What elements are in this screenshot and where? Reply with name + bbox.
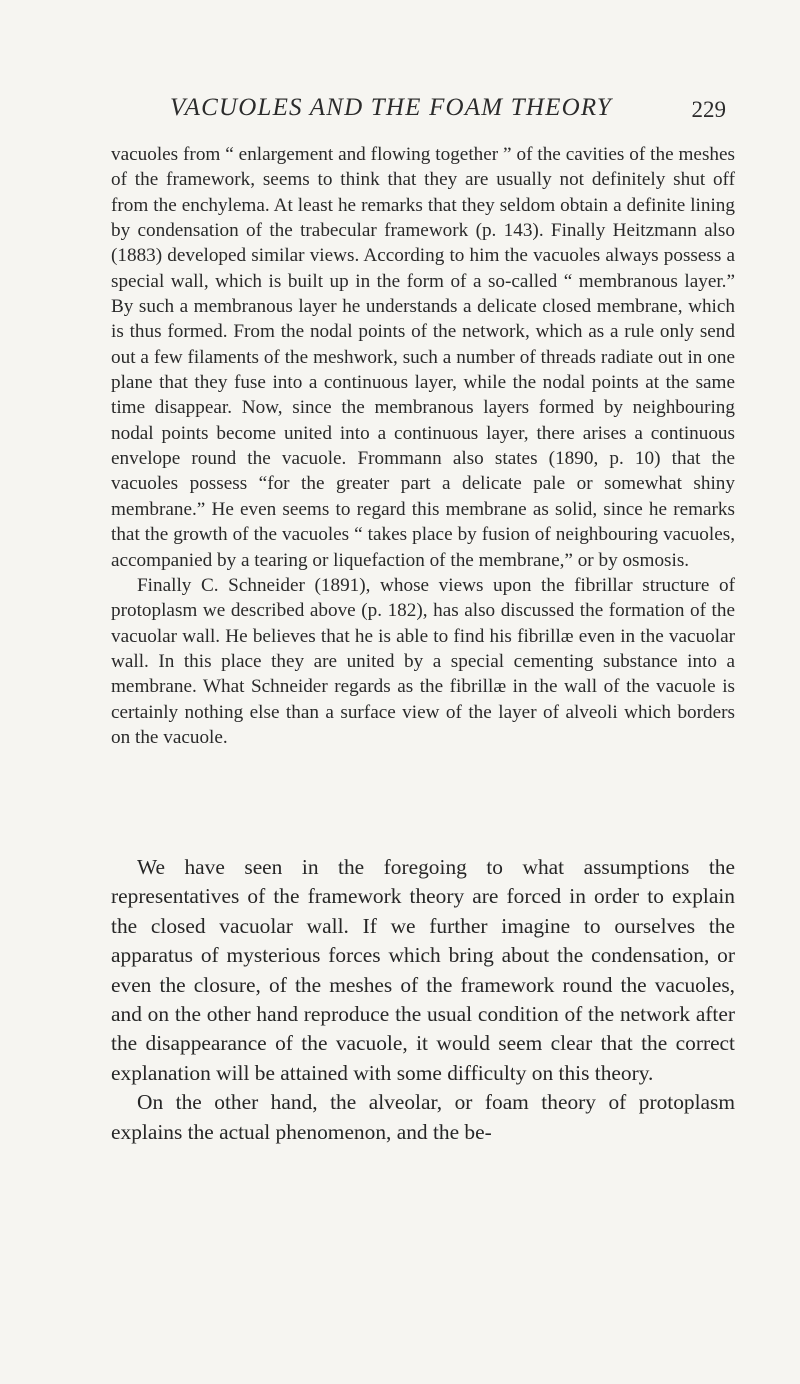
page-header	[170, 94, 730, 126]
large-type-section	[111, 853, 735, 1147]
running-title: VACUOLES AND THE FOAM THEORY	[170, 94, 612, 121]
page-number: 229	[691, 97, 726, 122]
paragraph-framework-theory: We have seen in the foregoing to what assumptions the representatives of the framework theory are forced in order to explain the closed vacuolar wall. If we further imagine to ourselves the apparatus of mysterious forces which bring about the condensation, or even the closure, of the meshes of the framework round the vacuoles, and on the other hand reproduce the usual condition of the network after the disappearance of the vacuole, it would seem clear that the correct explanation will be attained with some difficulty on this theory.	[111, 855, 735, 1085]
paragraph-continuation: vacuoles from “ enlargement and flowing together ” of the cavities of the meshes of the framework, seems to think that they are usually not definitely shut off from the enchylema. At least he remarks that they seldom obtain a definite lining by condensation of the trabecular framework (p. 143). Finally Heitzmann also (1883) developed similar views. According to him the vacuoles always possess a special wall, which is built up in the form of a so-called “ membranous layer.” By such a membranous layer he understands a delicate closed membrane, which is thus formed. From the nodal points of the network, which as a rule only send out a few filaments of the meshwork, such a number of threads radiate out in one plane that they fuse into a continuous layer, while the nodal points at the same time disappear. Now, since the membranous layers formed by neighbouring nodal points become united into a continuous layer, there arises a continuous envelope round the vacuole. Frommann also states (1890, p. 10) that the vacuoles possess “for the greater part a delicate pale or somewhat shiny membrane.” He even seems to regard this membrane as solid, since he remarks that the growth of the vacuoles “ takes place by fusion of neighbouring vacuoles, accompanied by a tearing or liquefaction of the membrane,” or by osmosis.	[111, 144, 735, 571]
paragraph-schneider: Finally C. Schneider (1891), whose views upon the fibrillar structure of protoplasm we described above (p. 182), has also discussed the formation of the vacuolar wall. He believes that he is able to find his fibrillæ even in the vacuolar wall. In this place they are united by a special cementing substance into a membrane. What Schneider regards as the fibrillæ in the wall of the vacuole is certainly nothing else than a surface view of the layer of alveoli which borders on the vacuole.	[111, 574, 735, 748]
paragraph-foam-theory: On the other hand, the alveolar, or foam theory of protoplasm explains the actual phenomenon, and the be-	[111, 1090, 735, 1144]
small-type-section	[111, 142, 735, 750]
